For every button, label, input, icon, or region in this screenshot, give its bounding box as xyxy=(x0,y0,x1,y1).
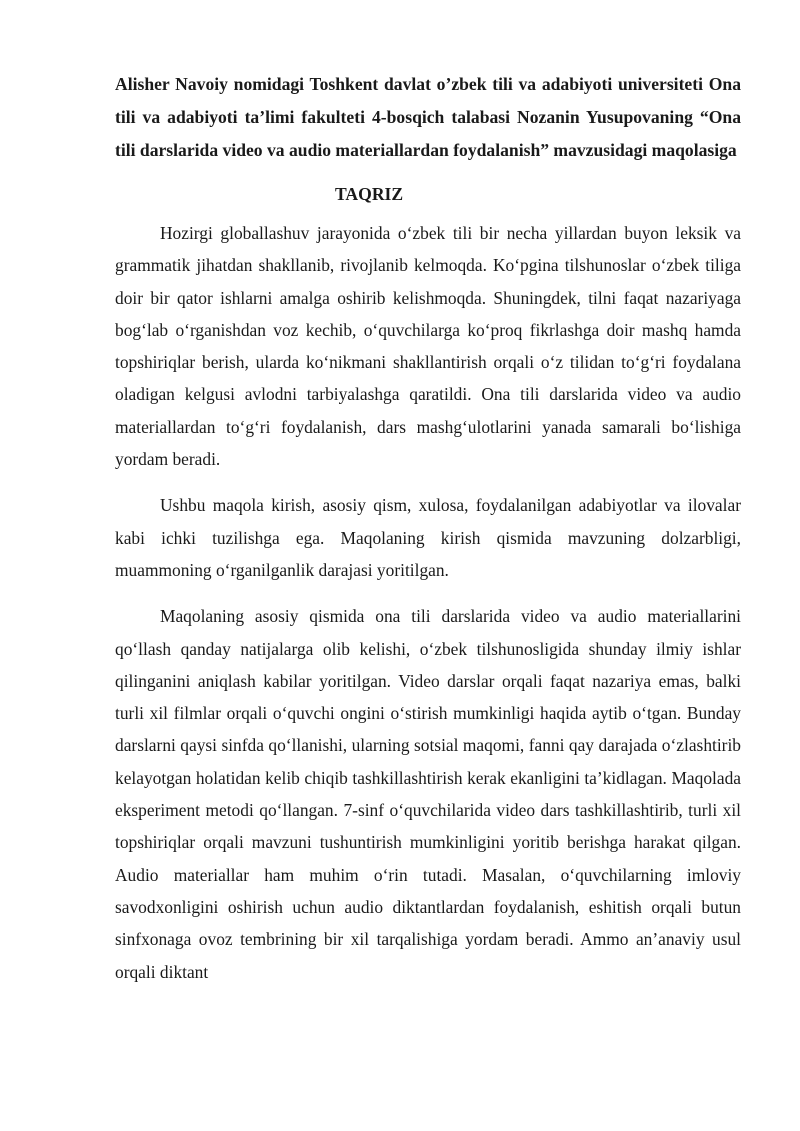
paragraph-1: Hozirgi globallashuv jarayonida o‘zbek tili bir necha yillardan buyon leksik va grammatik jihatdan shakllanib, rivojlanib kelmoqda. Ko‘pgina tilshunoslar o‘zbek tiliga doir bir qator ishlarni amalga oshirib kelishmoqda. Shuningdek, tilni faqat nazariyaga bog‘lab o‘rganishdan voz kechib, o‘quvchilarga ko‘proq fikrlashga doir mashq hamda topshiriqlar berish, ularda ko‘nikmani shakllantirish orqali o‘z tilidan to‘g‘ri foydalana oladigan kelgusi avlodni tarbiyalashga qaratildi. Ona tili darslarida video va audio materiallardan to‘g‘ri foydalanish, dars mashg‘ulotlarini yanada samarali bo‘lishiga yordam beradi. xyxy=(115,223,741,470)
paragraph-3: Maqolaning asosiy qismida ona tili darslarida video va audio materiallarini qo‘llash qanday natijalarga olib kelishi, o‘zbek tilshunosligida shunday ilmiy ishlar qilinganini aniqlash kabilar yoritilgan. Video darslar orqali faqat nazariya emas, balki turli xil filmlar orqali o‘quvchi ongini o‘stirish mumkinligi haqida aytib o‘tgan. Bunday darslarni qaysi sinfda qo‘llanishi, ularning sotsial maqomi, fanni qay darajada o‘zlashtirib kelayotgan holatidan kelib chiqib tashkillashtirish kerak ekanligini ta’kidlagan. Maqolada eksperiment metodi qo‘llangan. 7-sinf o‘quvchilarida video dars tashkillashtirib, turli xil topshiriqlar orqali mavzuni tushuntirish mumkinligini yoritib berishga harakat qilgan. Audio materiallar ham muhim o‘rin tutadi. Masalan, o‘quvchilarning imloviy savodxonligini oshirish uchun audio diktantlardan foydalanish, eshitish orqali butun sinfxonaga ovoz tembrining bir xil tarqalishiga yordam beradi. Ammo an’anaviy usul orqali diktant xyxy=(115,606,741,982)
paragraph-2: Ushbu maqola kirish, asosiy qism, xulosa, foydalanilgan adabiyotlar va ilovalar kabi ichki tuzilishga ega. Maqolaning kirish qismida mavzuning dolzarbligi, muammoning o‘rganilganlik darajasi yoritilgan. xyxy=(115,495,741,580)
document-title: TAQRIZ xyxy=(335,184,404,204)
document-page xyxy=(115,68,741,1002)
document-header: Alisher Navoiy nomidagi Toshkent davlat o’zbek tili va adabiyoti universiteti Ona tili va adabiyoti ta’limi fakulteti 4-bosqich talabasi Nozanin Yusupovaning “Ona tili darslarida video va audio materiallardan foydalanish” mavzusidagi maqolasiga xyxy=(115,74,741,160)
